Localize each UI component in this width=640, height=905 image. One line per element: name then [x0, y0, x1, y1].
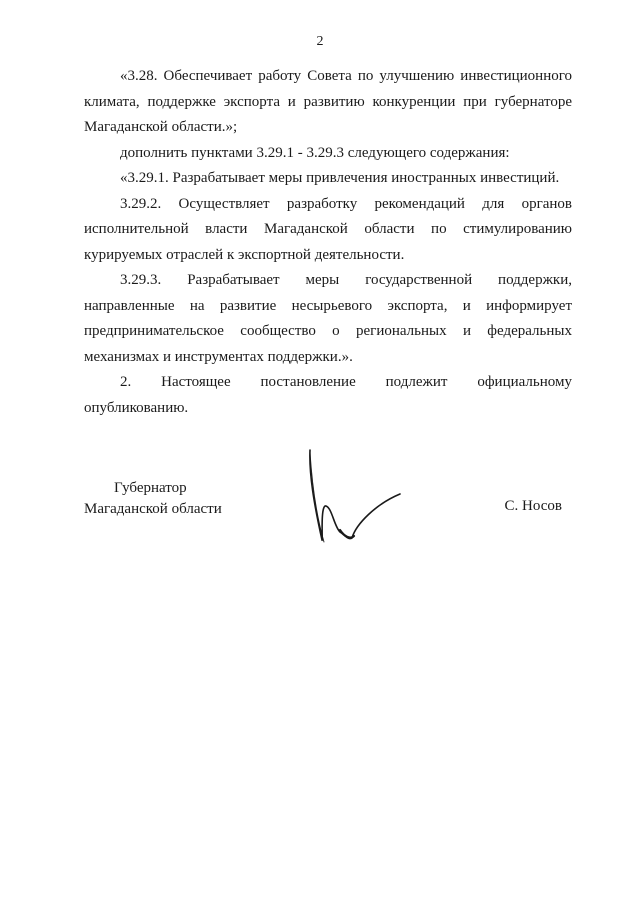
document-body [84, 64, 572, 421]
signatory-title-line1: Губернатор [114, 480, 187, 496]
paragraph-3-29-1: «3.29.1. Разрабатывает меры привлечения иностранных инвестиций. [120, 170, 560, 186]
signatory-title-line2: Магаданской области [84, 501, 222, 517]
signatory-name: С. Носов [504, 498, 562, 514]
paragraph-publication: 2. Настоящее постановление подлежит официальному опубликованию. [84, 374, 572, 416]
paragraph-3-29-2: 3.29.2. Осуществляет разработку рекомендаций для органов исполнительной власти Магаданской области по стимулированию курируемых отраслей к экспортной деятельности. [84, 195, 572, 263]
paragraph-supplement-intro: дополнить пунктами 3.29.1 - 3.29.3 следующего содержания: [120, 144, 510, 161]
handwritten-signature [296, 444, 406, 554]
signatory-title [84, 478, 222, 520]
paragraph-3-29-3: 3.29.3. Разрабатывает меры государственной поддержки, направленные на развитие несырьевого экспорта, и информирует предпринимательское сообщество о региональных и федеральных механизмах и инструментах поддержки.». [84, 272, 572, 365]
page-number: 2 [316, 34, 324, 49]
paragraph-3-28: «3.28. Обеспечивает работу Совета по улучшению инвестиционного климата, поддержке экспорта и развитию конкуренции при губернаторе Магаданской области.»; [84, 68, 572, 135]
